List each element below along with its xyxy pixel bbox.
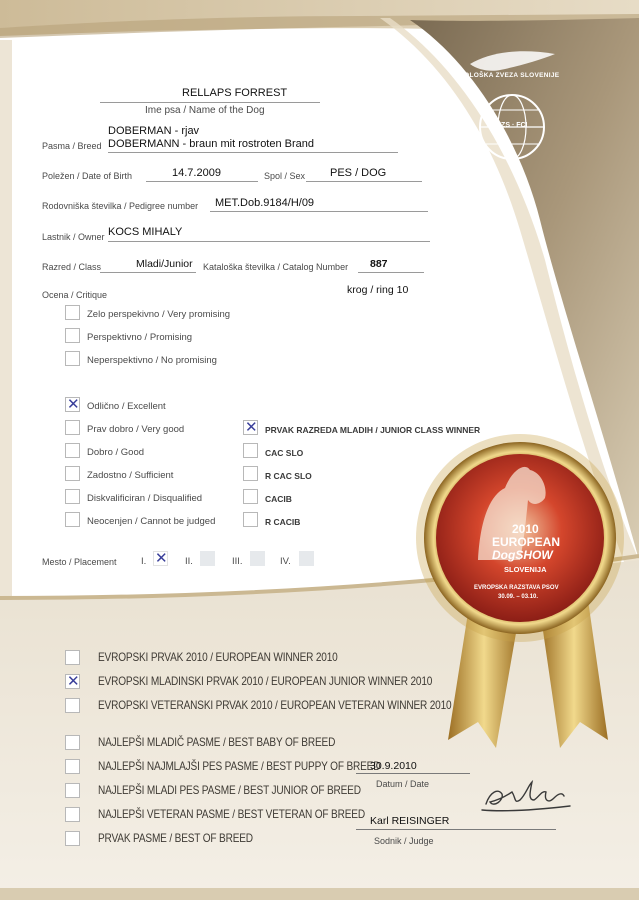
award-label: EVROPSKI PRVAK 2010 / EUROPEAN WINNER 2010 <box>98 650 338 664</box>
promise-checkbox-very-promising[interactable] <box>65 305 80 320</box>
award-checkbox-best-puppy[interactable] <box>65 759 80 774</box>
dob-label: Poležen / Date of Birth <box>42 171 133 181</box>
check-mark-icon: ✕ <box>67 395 80 413</box>
promise-checkbox-promising[interactable] <box>65 328 80 343</box>
breed-line2: DOBERMANN - braun mit rostroten Brand <box>108 138 315 150</box>
title-label: R CAC SLO <box>265 471 312 481</box>
critique-label: Ocena / Critique <box>42 290 108 300</box>
promise-label: Neperspektivno / No promising <box>87 355 217 366</box>
placement-label: Mesto / Placement <box>42 557 117 567</box>
place-label: II. <box>185 556 193 567</box>
place-label: IV. <box>280 556 291 567</box>
title-checkbox-junior-class-winner[interactable] <box>243 420 258 435</box>
award-label: NAJLEPŠI VETERAN PASME / BEST VETERAN OF BREED <box>98 807 365 821</box>
sex-value: PES / DOG <box>330 167 387 179</box>
grade-label: Odlično / Excellent <box>87 401 166 412</box>
dog-name: RELLAPS FORREST <box>182 87 288 99</box>
title-checkbox-cac-slo[interactable] <box>243 443 258 458</box>
title-label: R CACIB <box>265 517 301 527</box>
pedigree-value: MET.Dob.9184/H/09 <box>215 197 315 209</box>
title-checkbox-r-cacib[interactable] <box>243 512 258 527</box>
dob-value: 14.7.2009 <box>172 167 221 179</box>
seal-line4: EVROPSKA RAZSTAVA PSOV <box>474 585 559 591</box>
date-value: 30.9.2010 <box>370 760 417 772</box>
grade-checkbox-good[interactable] <box>65 443 80 458</box>
award-checkbox-best-junior[interactable] <box>65 783 80 798</box>
title-label: CAC SLO <box>265 448 304 458</box>
breed-label: Pasma / Breed <box>42 141 102 151</box>
promise-label: Zelo perspekivno / Very promising <box>87 309 231 320</box>
award-label: NAJLEPŠI MLADI PES PASME / BEST JUNIOR OF BREED <box>98 783 361 797</box>
promise-checkbox-no-promising[interactable] <box>65 351 80 366</box>
place-checkbox-4[interactable] <box>299 551 314 566</box>
grade-label: Neocenjen / Cannot be judged <box>87 516 216 527</box>
award-checkbox-best-veteran[interactable] <box>65 807 80 822</box>
title-label: CACIB <box>265 494 292 504</box>
grade-label: Zadostno / Sufficient <box>87 470 174 481</box>
grade-checkbox-sufficient[interactable] <box>65 466 80 481</box>
pedigree-label: Rodovniška številka / Pedigree number <box>42 201 199 211</box>
place-checkbox-3[interactable] <box>250 551 265 566</box>
place-checkbox-2[interactable] <box>200 551 215 566</box>
grade-label: Dobro / Good <box>87 447 145 458</box>
org-name: KINOLOŠKA ZVEZA SLOVENIJE <box>452 72 560 79</box>
award-label: EVROPSKI VETERANSKI PRVAK 2010 / EUROPEAN VETERAN WINNER 2010 <box>98 698 452 712</box>
seal-line2: DogSHOW <box>492 548 553 562</box>
award-label: EVROPSKI MLADINSKI PRVAK 2010 / EUROPEAN JUNIOR WINNER 2010 <box>98 674 433 688</box>
breed-line1: DOBERMAN - rjav <box>108 125 200 137</box>
sex-label: Spol / Sex <box>264 171 306 181</box>
place-label: III. <box>232 556 243 567</box>
owner-label: Lastnik / Owner <box>42 232 105 242</box>
owner-value: KOCS MIHALY <box>108 226 183 238</box>
judge-label: Sodnik / Judge <box>374 836 434 846</box>
promise-label: Perspektivno / Promising <box>87 332 193 343</box>
ring-value: krog / ring 10 <box>347 284 409 296</box>
date-label: Datum / Date <box>376 779 430 789</box>
judge-name: Karl REISINGER <box>370 815 450 827</box>
class-value: Mladi/Junior <box>136 258 193 270</box>
seal-line1: EUROPEAN <box>492 535 561 549</box>
award-label: NAJLEPŠI NAJMLAJŠI PES PASME / BEST PUPPY OF BREED <box>98 759 381 773</box>
catalog-value: 887 <box>370 258 388 270</box>
award-checkbox-best-of-breed[interactable] <box>65 831 80 846</box>
place-checkbox-1[interactable] <box>153 551 168 566</box>
award-checkbox-best-baby[interactable] <box>65 735 80 750</box>
check-mark-icon: ✕ <box>245 418 258 436</box>
title-label: PRVAK RAZREDA MLADIH / JUNIOR CLASS WINNER <box>265 425 481 435</box>
judge-signature <box>476 770 576 820</box>
award-label: PRVAK PASME / BEST OF BREED <box>98 831 253 845</box>
title-checkbox-r-cac-slo[interactable] <box>243 466 258 481</box>
org-code: KZS · FCI <box>496 122 528 129</box>
award-checkbox-european-veteran-winner[interactable] <box>65 698 80 713</box>
grade-checkbox-very-good[interactable] <box>65 420 80 435</box>
check-mark-icon: ✕ <box>67 672 80 690</box>
seal-line3: SLOVENIJA <box>504 565 547 574</box>
check-mark-icon: ✕ <box>155 549 168 567</box>
grade-label: Diskvalificiran / Disqualified <box>87 493 203 504</box>
class-label: Razred / Class <box>42 262 102 272</box>
award-checkbox-european-junior-winner[interactable] <box>65 674 80 689</box>
seal-year: 2010 <box>512 522 539 536</box>
grade-checkbox-cannot-be-judged[interactable] <box>65 512 80 527</box>
award-checkbox-european-winner[interactable] <box>65 650 80 665</box>
grade-checkbox-disqualified[interactable] <box>65 489 80 504</box>
award-label: NAJLEPŠI MLADIČ PASME / BEST BABY OF BREED <box>98 735 336 749</box>
dog-name-label: Ime psa / Name of the Dog <box>145 105 265 116</box>
place-label: I. <box>141 556 147 567</box>
title-checkbox-cacib[interactable] <box>243 489 258 504</box>
catalog-label: Kataloška številka / Catalog Number <box>203 262 349 272</box>
seal-line5: 30.09. – 03.10. <box>498 594 539 600</box>
grade-checkbox-excellent[interactable] <box>65 397 80 412</box>
grade-label: Prav dobro / Very good <box>87 424 185 435</box>
